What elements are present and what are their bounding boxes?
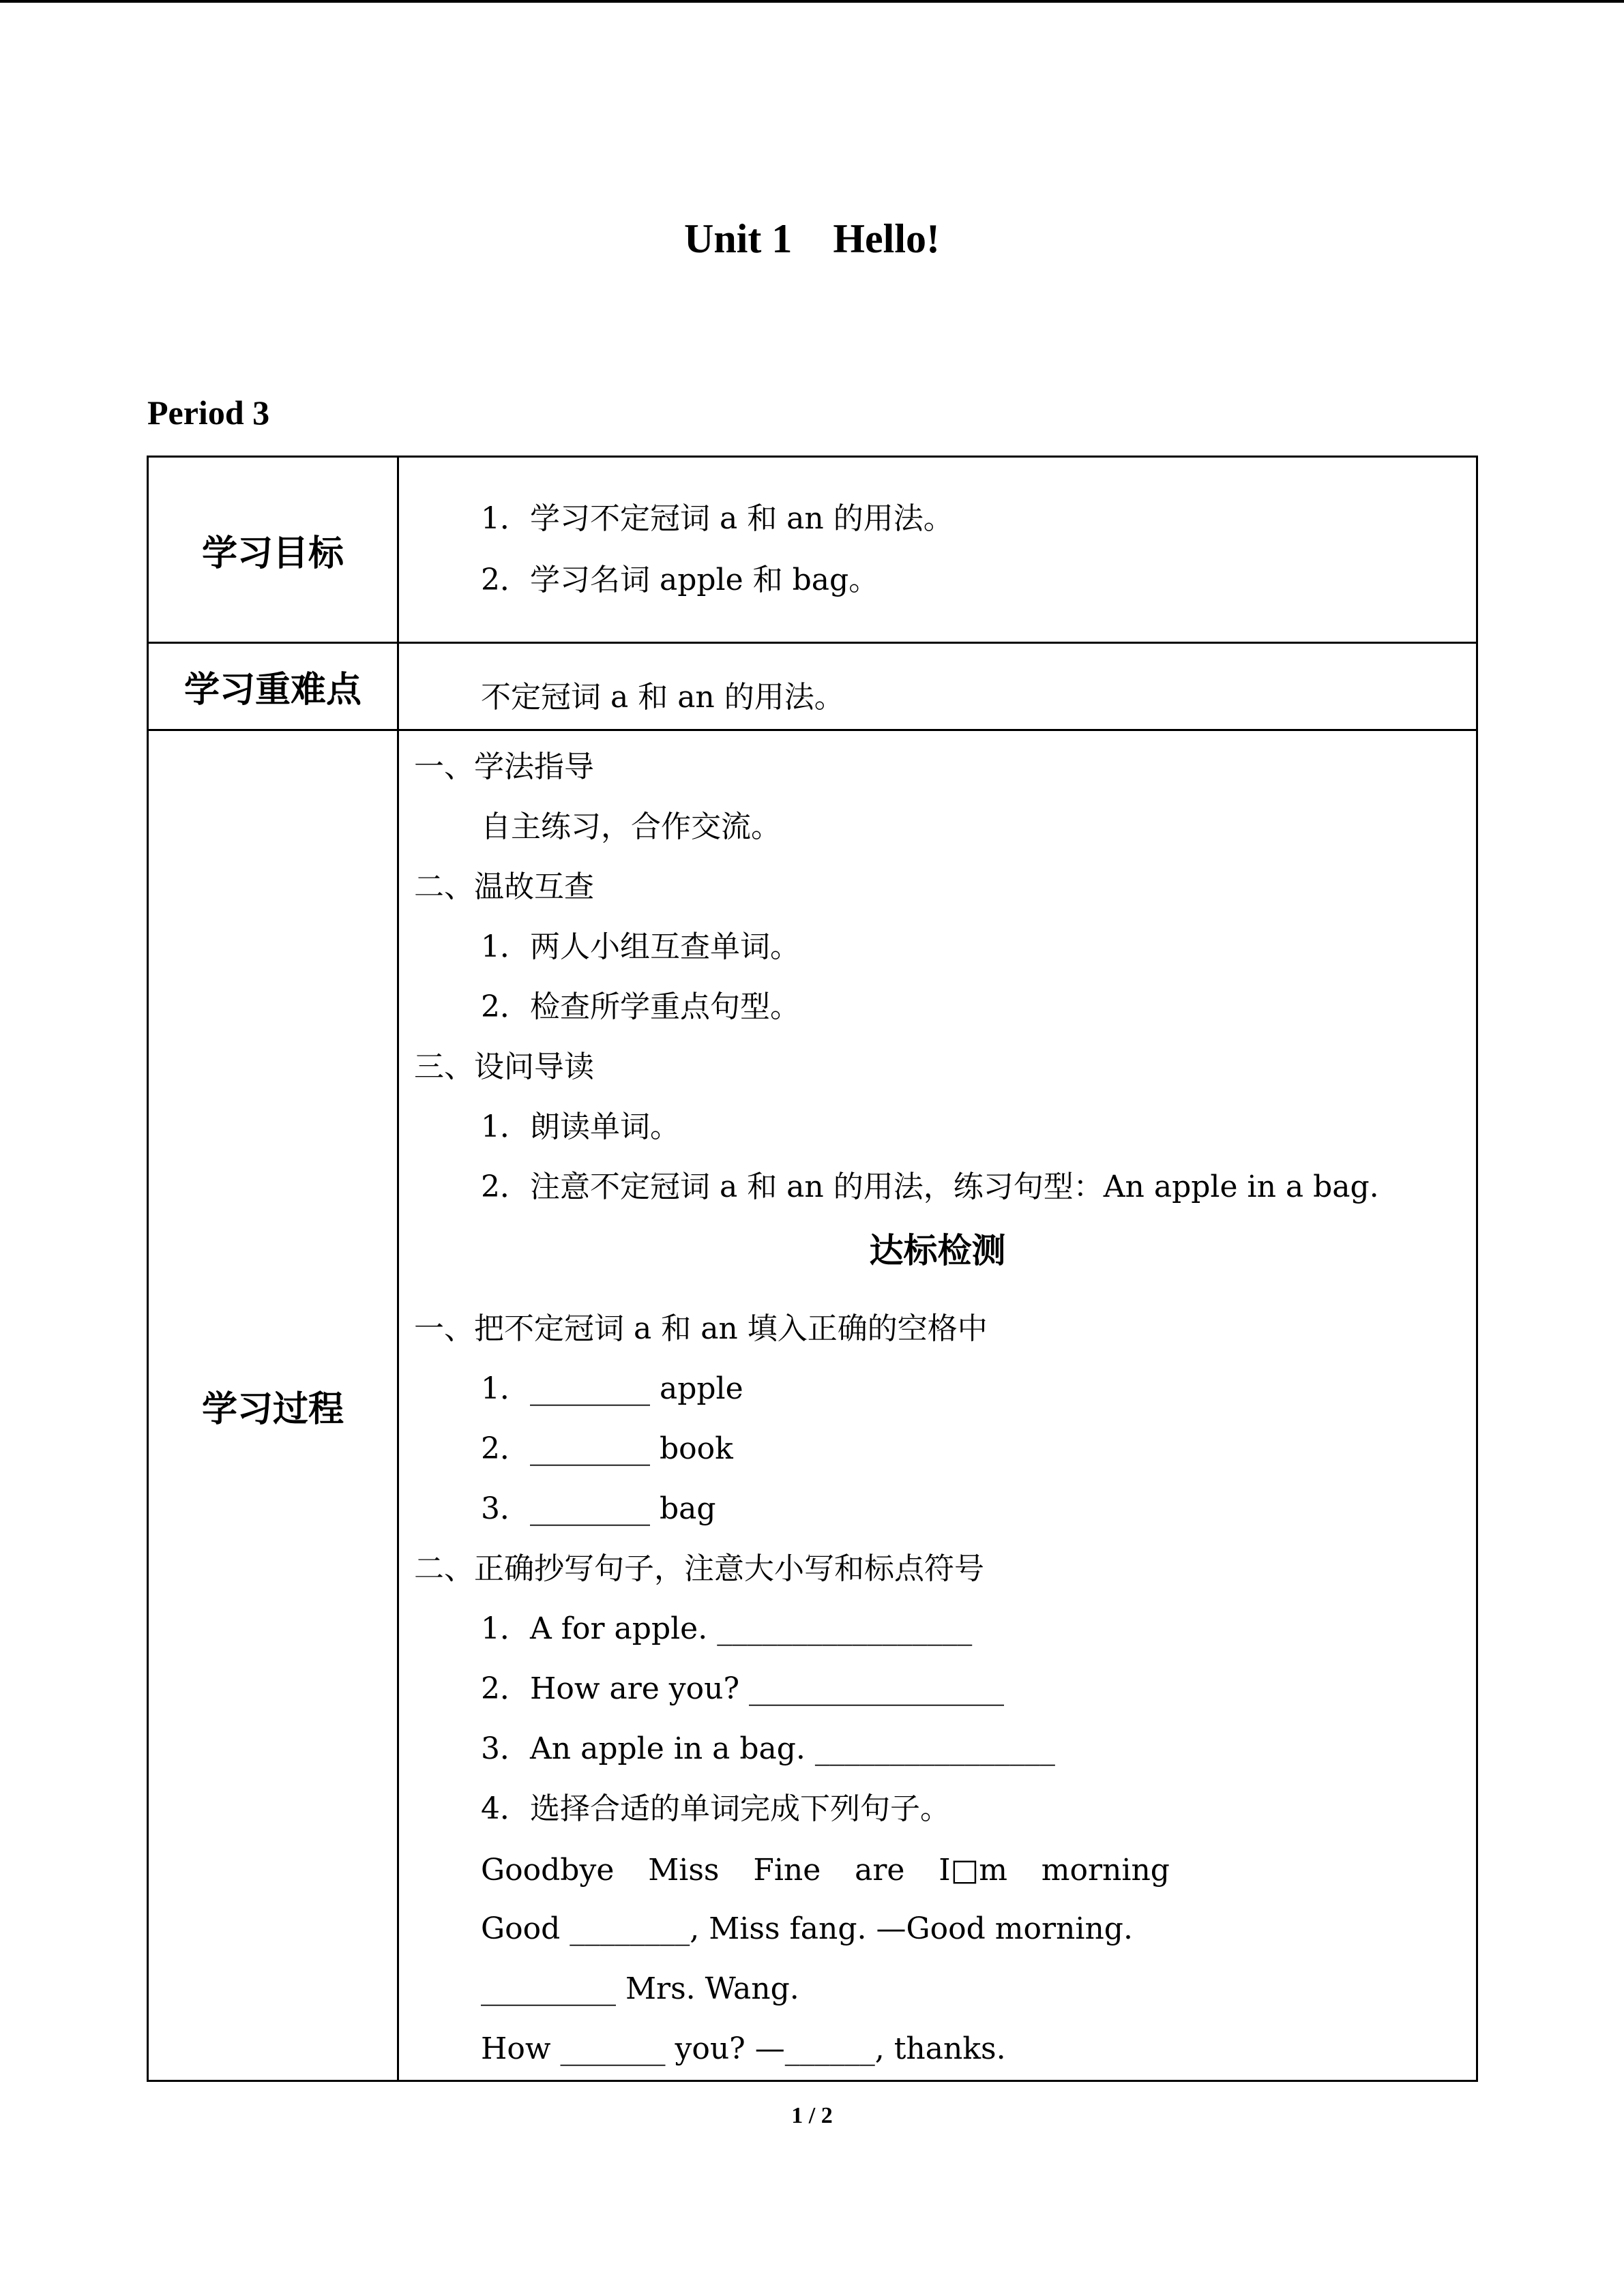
label-learning-goals: 学习目标 xyxy=(148,457,398,643)
period-heading: Period 3 xyxy=(147,393,270,432)
fill-sentence: Good ________, Miss fang. —Good morning. xyxy=(481,1911,1133,1946)
top-rule xyxy=(0,0,1624,3)
word-bank-word: Miss xyxy=(648,1853,720,1888)
label-learning-process: 学习过程 xyxy=(148,730,398,2081)
cell-learning-goals xyxy=(398,457,1477,643)
row-key-points xyxy=(148,643,1477,730)
fill-sentence: How _______ you? —______, thanks. xyxy=(481,2031,1006,2066)
exercise-heading: 一、把不定冠词 a 和 an 填入正确的空格中 xyxy=(414,1311,988,1346)
word-bank-word: are xyxy=(855,1853,905,1888)
section-heading: 三、设问导读 xyxy=(414,1049,594,1084)
goal-item: 1．学习不定冠词 a 和 an 的用法。 xyxy=(481,501,954,536)
key-point-text: 不定冠词 a 和 an 的用法。 xyxy=(481,680,844,715)
section-text: 自主练习，合作交流。 xyxy=(481,809,781,844)
word-bank-word: Fine xyxy=(753,1853,821,1888)
word-bank-word: Goodbye xyxy=(481,1853,615,1888)
goal-item: 2．学习名词 apple 和 bag。 xyxy=(481,563,879,597)
word-bank-word: morning xyxy=(1041,1853,1170,1888)
label-key-points: 学习重难点 xyxy=(148,643,398,730)
fill-sentence: _________ Mrs. Wang. xyxy=(481,1971,799,2006)
test-title: 达标检测 xyxy=(869,1231,1006,1270)
word-bank-word: I□m xyxy=(939,1853,1007,1888)
cell-learning-process xyxy=(398,730,1477,2081)
word-bank xyxy=(481,1850,1170,1891)
exercise-item: 3．________ bag xyxy=(481,1491,716,1526)
list-item: 1．朗读单词。 xyxy=(481,1109,680,1144)
list-item: 2．注意不定冠词 a 和 an 的用法，练习句型：An apple in a bag. xyxy=(481,1169,1379,1204)
study-table xyxy=(147,456,1478,2082)
page-number: 1 / 2 xyxy=(791,2103,833,2128)
exercise-item: 1．A for apple. _________________ xyxy=(481,1611,973,1646)
exercise-item: 3．An apple in a bag. ________________ xyxy=(481,1731,1055,1766)
exercise-item: 1．________ apple xyxy=(481,1371,743,1406)
row-learning-process xyxy=(148,730,1477,2081)
exercise-item: 2．How are you? _________________ xyxy=(481,1671,1005,1706)
exercise-item: 2．________ book xyxy=(481,1431,733,1466)
cell-key-points xyxy=(398,643,1477,730)
section-heading: 二、温故互查 xyxy=(414,869,594,904)
section-heading: 一、学法指导 xyxy=(414,749,594,784)
row-learning-goals xyxy=(148,457,1477,643)
page-title: Unit 1 Hello! xyxy=(684,216,940,261)
exercise-heading: 二、正确抄写句子，注意大小写和标点符号 xyxy=(414,1551,984,1586)
list-item: 2．检查所学重点句型。 xyxy=(481,989,800,1024)
list-item: 1．两人小组互查单词。 xyxy=(481,929,800,964)
exercise-item: 4．选择合适的单词完成下列句子。 xyxy=(481,1791,950,1826)
